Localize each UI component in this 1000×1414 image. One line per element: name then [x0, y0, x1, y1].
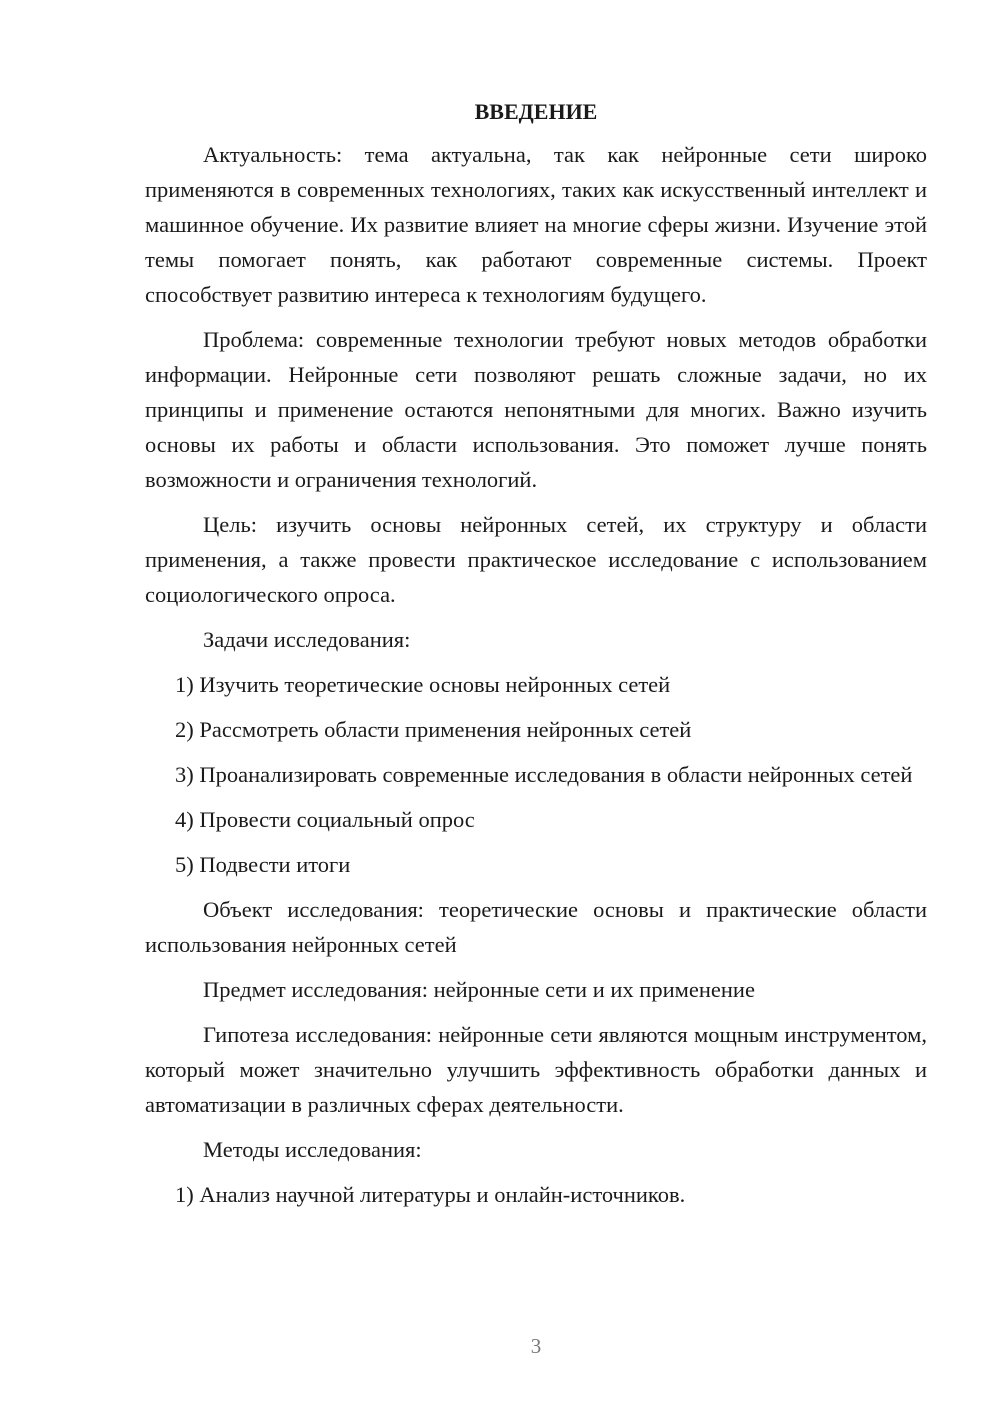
task-item-5: 5) Подвести итоги — [175, 852, 351, 877]
paragraph-goal: Цель: изучить основы нейронных сетей, их структуру и области применения, а также провести практическое исследование с использованием социологического опроса. — [145, 512, 927, 607]
page-content — [145, 97, 927, 1222]
task-item-3: 3) Проанализировать современные исследования в области нейронных сетей — [175, 762, 913, 787]
section-heading: ВВЕДЕНИЕ — [474, 99, 598, 124]
paragraph-subject: Предмет исследования: нейронные сети и их применение — [203, 977, 755, 1002]
paragraph-relevance: Актуальность: тема актуальна, так как нейронные сети широко применяются в современных технологиях, таких как искусственный интеллект и машинное обучение. Их развитие влияет на многие сферы жизни. Изучение этой темы помогает понять, как работают современные системы. Проект способствует развитию интереса к технологиям будущего. — [145, 142, 927, 307]
paragraph-tasks-label: Задачи исследования: — [203, 627, 411, 652]
paragraph-problem: Проблема: современные технологии требуют новых методов обработки информации. Нейронные сети позволяют решать сложные задачи, но их принципы и применение остаются непонятными для многих. Важно изучить основы их работы и области использования. Это поможет лучше понять возможности и ограничения технологий. — [145, 327, 927, 492]
task-item-4: 4) Провести социальный опрос — [175, 807, 475, 832]
paragraph-methods-label: Методы исследования: — [203, 1137, 422, 1162]
method-item-1: 1) Анализ научной литературы и онлайн-источников. — [175, 1182, 686, 1207]
paragraph-hypothesis: Гипотеза исследования: нейронные сети являются мощным инструментом, который может значительно улучшить эффективность обработки данных и автоматизации в различных сферах деятельности. — [145, 1022, 927, 1117]
task-item-2: 2) Рассмотреть области применения нейронных сетей — [175, 717, 692, 742]
paragraph-object: Объект исследования: теоретические основы и практические области использования нейронных сетей — [145, 897, 927, 957]
page-number: 3 — [530, 1334, 542, 1358]
task-item-1: 1) Изучить теоретические основы нейронных сетей — [175, 672, 671, 697]
